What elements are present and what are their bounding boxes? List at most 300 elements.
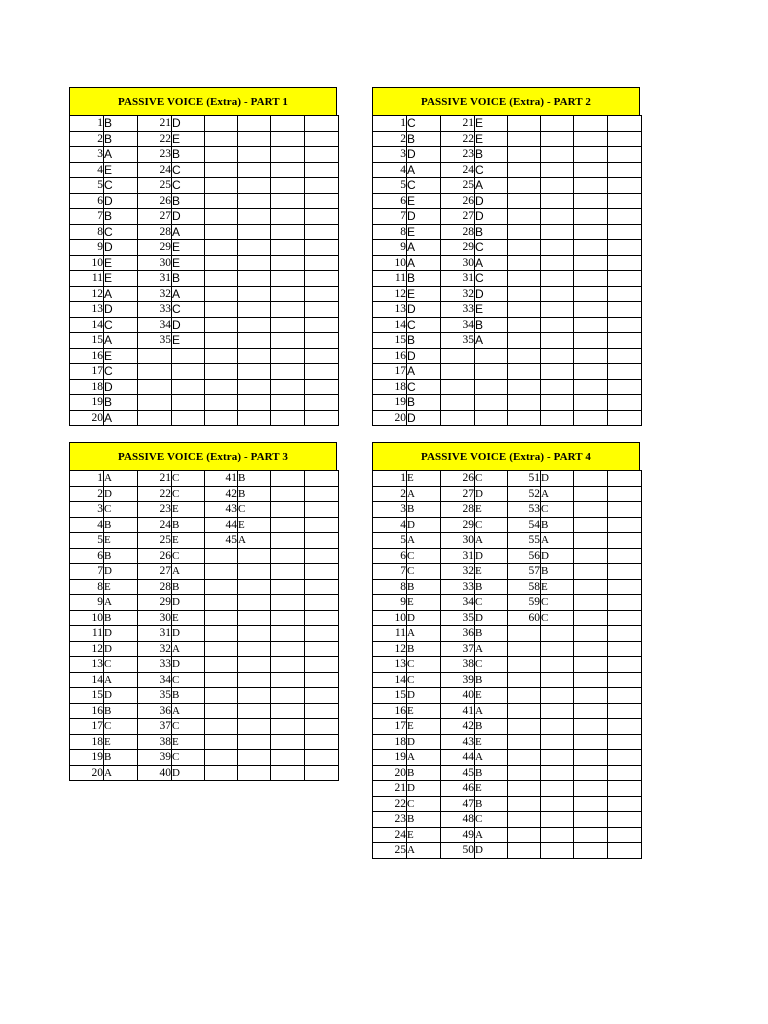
answer-letter: C: [172, 672, 205, 688]
empty-cell: [574, 641, 608, 657]
table-row: [70, 719, 339, 735]
answer-letter: A: [407, 240, 441, 256]
empty-cell: [441, 364, 475, 380]
empty-cell: [238, 564, 271, 580]
table-row: [373, 796, 642, 812]
empty-cell: [541, 750, 574, 766]
answer-letter: C: [172, 548, 205, 564]
question-number: 16: [70, 348, 104, 364]
empty-cell: [508, 827, 541, 843]
empty-cell: [271, 255, 305, 271]
empty-cell: [271, 286, 305, 302]
empty-cell: [238, 364, 271, 380]
empty-cell: [305, 517, 339, 533]
table-row: [373, 147, 642, 163]
table-row: [70, 178, 339, 194]
question-number: 32: [138, 641, 172, 657]
question-number: 25: [373, 843, 407, 859]
empty-cell: [475, 410, 508, 426]
answer-letter: A: [407, 255, 441, 271]
question-number: 29: [138, 240, 172, 256]
question-number: 25: [138, 178, 172, 194]
empty-cell: [238, 333, 271, 349]
question-number: 41: [441, 703, 475, 719]
empty-cell: [508, 781, 541, 797]
table-row: [70, 224, 339, 240]
answer-letter: C: [541, 595, 574, 611]
empty-cell: [608, 116, 642, 132]
answer-letter: C: [172, 750, 205, 766]
empty-cell: [238, 317, 271, 333]
question-number: 57: [508, 564, 541, 580]
question-number: 5: [373, 533, 407, 549]
empty-cell: [205, 240, 238, 256]
question-number: 15: [373, 333, 407, 349]
question-number: 54: [508, 517, 541, 533]
answer-letter: E: [104, 348, 138, 364]
table-row: [373, 471, 642, 487]
question-number: 26: [138, 193, 172, 209]
answer-letter: E: [475, 564, 508, 580]
empty-cell: [205, 703, 238, 719]
empty-cell: [305, 471, 339, 487]
empty-cell: [608, 131, 642, 147]
answer-sheet-part-4: [372, 442, 642, 859]
answer-letter: A: [541, 486, 574, 502]
question-number: 6: [373, 193, 407, 209]
answer-letter: A: [104, 672, 138, 688]
question-number: 3: [373, 502, 407, 518]
empty-cell: [305, 193, 339, 209]
table-row: [70, 517, 339, 533]
question-number: 22: [138, 486, 172, 502]
empty-cell: [238, 548, 271, 564]
empty-cell: [541, 271, 574, 287]
question-number: 51: [508, 471, 541, 487]
empty-cell: [305, 224, 339, 240]
table-row: [70, 471, 339, 487]
empty-cell: [271, 641, 305, 657]
answer-letter: D: [172, 626, 205, 642]
empty-cell: [608, 750, 642, 766]
table-row: [373, 579, 642, 595]
empty-cell: [271, 379, 305, 395]
empty-cell: [271, 317, 305, 333]
question-number: 46: [441, 781, 475, 797]
empty-cell: [541, 317, 574, 333]
table-row: [373, 641, 642, 657]
table-row: [70, 379, 339, 395]
empty-cell: [271, 719, 305, 735]
empty-cell: [574, 626, 608, 642]
answer-letter: A: [407, 750, 441, 766]
answer-letter: A: [475, 255, 508, 271]
question-number: 1: [373, 471, 407, 487]
answer-letter: B: [475, 626, 508, 642]
empty-cell: [205, 116, 238, 132]
answer-letter: B: [541, 517, 574, 533]
empty-cell: [608, 548, 642, 564]
question-number: 15: [70, 688, 104, 704]
table-row: [373, 548, 642, 564]
question-number: 20: [70, 410, 104, 426]
empty-cell: [238, 395, 271, 411]
empty-cell: [271, 765, 305, 781]
empty-cell: [441, 379, 475, 395]
question-number: 27: [138, 209, 172, 225]
empty-cell: [205, 364, 238, 380]
answer-letter: A: [172, 564, 205, 580]
answer-letter: A: [172, 703, 205, 719]
empty-cell: [574, 657, 608, 673]
question-number: 40: [138, 765, 172, 781]
empty-cell: [508, 209, 541, 225]
empty-cell: [508, 193, 541, 209]
question-number: 29: [138, 595, 172, 611]
sheet-title: PASSIVE VOICE (Extra) - PART 4: [372, 442, 640, 471]
empty-cell: [271, 703, 305, 719]
question-number: 55: [508, 533, 541, 549]
table-row: [70, 672, 339, 688]
table-row: [70, 750, 339, 766]
question-number: 23: [373, 812, 407, 828]
empty-cell: [205, 765, 238, 781]
empty-cell: [271, 178, 305, 194]
empty-cell: [574, 610, 608, 626]
question-number: 41: [205, 471, 238, 487]
empty-cell: [541, 147, 574, 163]
answer-letter: E: [104, 271, 138, 287]
empty-cell: [271, 564, 305, 580]
empty-cell: [608, 796, 642, 812]
empty-cell: [508, 410, 541, 426]
table-row: [373, 333, 642, 349]
answer-letter: B: [104, 395, 138, 411]
empty-cell: [574, 548, 608, 564]
question-number: 14: [373, 672, 407, 688]
empty-cell: [305, 209, 339, 225]
answer-letter: B: [104, 131, 138, 147]
empty-cell: [508, 364, 541, 380]
empty-cell: [238, 610, 271, 626]
table-row: [70, 193, 339, 209]
question-number: 60: [508, 610, 541, 626]
empty-cell: [574, 796, 608, 812]
empty-cell: [608, 688, 642, 704]
empty-cell: [574, 302, 608, 318]
empty-cell: [608, 471, 642, 487]
question-number: 43: [205, 502, 238, 518]
empty-cell: [608, 240, 642, 256]
answer-grid: [372, 470, 642, 859]
answer-letter: E: [475, 131, 508, 147]
empty-cell: [305, 641, 339, 657]
answer-letter: B: [104, 750, 138, 766]
question-number: 2: [70, 486, 104, 502]
empty-cell: [172, 410, 205, 426]
question-number: 12: [373, 286, 407, 302]
empty-cell: [574, 317, 608, 333]
empty-cell: [271, 471, 305, 487]
answer-letter: C: [172, 471, 205, 487]
answer-letter: A: [104, 765, 138, 781]
answer-letter: C: [475, 471, 508, 487]
empty-cell: [238, 286, 271, 302]
empty-cell: [574, 595, 608, 611]
question-number: 59: [508, 595, 541, 611]
question-number: 14: [70, 317, 104, 333]
answer-letter: D: [407, 734, 441, 750]
empty-cell: [541, 209, 574, 225]
empty-cell: [205, 302, 238, 318]
question-number: 9: [373, 595, 407, 611]
empty-cell: [238, 224, 271, 240]
empty-cell: [205, 548, 238, 564]
question-number: 23: [138, 502, 172, 518]
empty-cell: [541, 657, 574, 673]
answer-letter: D: [407, 209, 441, 225]
answer-letter: E: [104, 579, 138, 595]
empty-cell: [305, 579, 339, 595]
empty-cell: [574, 486, 608, 502]
empty-cell: [271, 579, 305, 595]
question-number: 38: [441, 657, 475, 673]
table-row: [70, 657, 339, 673]
question-number: 25: [441, 178, 475, 194]
answer-letter: A: [475, 750, 508, 766]
empty-cell: [238, 209, 271, 225]
question-number: 10: [373, 610, 407, 626]
empty-cell: [238, 579, 271, 595]
question-number: 8: [70, 224, 104, 240]
answer-letter: C: [104, 502, 138, 518]
table-row: [373, 502, 642, 518]
empty-cell: [574, 579, 608, 595]
answer-letter: E: [172, 734, 205, 750]
answer-letter: B: [172, 271, 205, 287]
answer-letter: E: [407, 471, 441, 487]
answer-letter: E: [172, 255, 205, 271]
empty-cell: [238, 672, 271, 688]
empty-cell: [574, 502, 608, 518]
empty-cell: [574, 286, 608, 302]
answer-letter: E: [172, 610, 205, 626]
answer-letter: A: [238, 533, 271, 549]
empty-cell: [541, 286, 574, 302]
empty-cell: [271, 486, 305, 502]
question-number: 16: [373, 348, 407, 364]
question-number: 37: [138, 719, 172, 735]
empty-cell: [271, 395, 305, 411]
empty-cell: [238, 348, 271, 364]
empty-cell: [508, 271, 541, 287]
question-number: 22: [138, 131, 172, 147]
answer-letter: A: [407, 364, 441, 380]
empty-cell: [508, 286, 541, 302]
empty-cell: [574, 410, 608, 426]
empty-cell: [608, 672, 642, 688]
empty-cell: [608, 302, 642, 318]
empty-cell: [508, 395, 541, 411]
question-number: 21: [373, 781, 407, 797]
answer-letter: D: [475, 548, 508, 564]
empty-cell: [305, 564, 339, 580]
table-row: [373, 240, 642, 256]
empty-cell: [508, 812, 541, 828]
empty-cell: [238, 379, 271, 395]
empty-cell: [608, 193, 642, 209]
table-row: [373, 255, 642, 271]
question-number: 24: [138, 517, 172, 533]
answer-letter: B: [172, 517, 205, 533]
empty-cell: [574, 224, 608, 240]
empty-cell: [205, 672, 238, 688]
answer-letter: C: [104, 317, 138, 333]
question-number: 39: [138, 750, 172, 766]
question-number: 11: [373, 271, 407, 287]
answer-letter: D: [104, 564, 138, 580]
question-number: 20: [373, 410, 407, 426]
empty-cell: [271, 147, 305, 163]
answer-letter: D: [475, 286, 508, 302]
empty-cell: [238, 688, 271, 704]
empty-cell: [205, 224, 238, 240]
table-row: [373, 517, 642, 533]
empty-cell: [305, 750, 339, 766]
empty-cell: [305, 364, 339, 380]
question-number: 38: [138, 734, 172, 750]
empty-cell: [271, 193, 305, 209]
empty-cell: [574, 688, 608, 704]
empty-cell: [574, 178, 608, 194]
table-row: [70, 564, 339, 580]
table-row: [373, 302, 642, 318]
empty-cell: [271, 271, 305, 287]
empty-cell: [238, 750, 271, 766]
answer-letter: A: [104, 471, 138, 487]
empty-cell: [574, 240, 608, 256]
answer-letter: E: [407, 193, 441, 209]
question-number: 7: [373, 209, 407, 225]
answer-letter: A: [475, 333, 508, 349]
empty-cell: [574, 271, 608, 287]
empty-cell: [608, 348, 642, 364]
answer-letter: C: [475, 812, 508, 828]
answer-letter: B: [475, 796, 508, 812]
answer-letter: C: [172, 719, 205, 735]
question-number: 32: [441, 286, 475, 302]
empty-cell: [205, 286, 238, 302]
empty-cell: [608, 843, 642, 859]
answer-letter: B: [407, 812, 441, 828]
question-number: 2: [373, 486, 407, 502]
empty-cell: [508, 657, 541, 673]
answer-letter: C: [407, 116, 441, 132]
empty-cell: [238, 255, 271, 271]
empty-cell: [541, 348, 574, 364]
answer-letter: D: [172, 116, 205, 132]
empty-cell: [541, 812, 574, 828]
question-number: 3: [70, 147, 104, 163]
question-number: 5: [70, 533, 104, 549]
empty-cell: [508, 116, 541, 132]
empty-cell: [541, 302, 574, 318]
empty-cell: [271, 750, 305, 766]
question-number: 11: [70, 271, 104, 287]
question-number: 42: [205, 486, 238, 502]
empty-cell: [508, 348, 541, 364]
table-row: [373, 395, 642, 411]
question-number: 8: [70, 579, 104, 595]
empty-cell: [608, 827, 642, 843]
empty-cell: [508, 255, 541, 271]
empty-cell: [508, 765, 541, 781]
empty-cell: [541, 843, 574, 859]
question-number: 10: [373, 255, 407, 271]
empty-cell: [172, 379, 205, 395]
answer-letter: D: [475, 193, 508, 209]
empty-cell: [271, 657, 305, 673]
table-row: [373, 209, 642, 225]
empty-cell: [205, 657, 238, 673]
question-number: 31: [138, 271, 172, 287]
question-number: 26: [441, 471, 475, 487]
question-number: 20: [373, 765, 407, 781]
empty-cell: [441, 395, 475, 411]
empty-cell: [574, 333, 608, 349]
answer-letter: B: [104, 610, 138, 626]
empty-cell: [305, 765, 339, 781]
answer-letter: C: [407, 672, 441, 688]
question-number: 15: [373, 688, 407, 704]
question-number: 18: [70, 734, 104, 750]
answer-letter: B: [104, 517, 138, 533]
question-number: 1: [373, 116, 407, 132]
answer-letter: B: [475, 147, 508, 163]
question-number: 30: [138, 255, 172, 271]
empty-cell: [574, 533, 608, 549]
question-number: 8: [373, 579, 407, 595]
answer-letter: D: [104, 302, 138, 318]
answer-letter: E: [475, 781, 508, 797]
answer-letter: D: [407, 410, 441, 426]
empty-cell: [608, 271, 642, 287]
table-row: [373, 843, 642, 859]
empty-cell: [508, 240, 541, 256]
empty-cell: [238, 193, 271, 209]
question-number: 18: [70, 379, 104, 395]
empty-cell: [271, 348, 305, 364]
empty-cell: [574, 564, 608, 580]
table-row: [373, 271, 642, 287]
question-number: 48: [441, 812, 475, 828]
empty-cell: [271, 209, 305, 225]
empty-cell: [608, 486, 642, 502]
empty-cell: [305, 688, 339, 704]
question-number: 10: [70, 255, 104, 271]
answer-letter: A: [541, 533, 574, 549]
question-number: 28: [441, 224, 475, 240]
answer-letter: C: [407, 379, 441, 395]
empty-cell: [271, 672, 305, 688]
question-number: 5: [373, 178, 407, 194]
empty-cell: [138, 379, 172, 395]
question-number: 19: [373, 750, 407, 766]
table-row: [373, 734, 642, 750]
empty-cell: [238, 162, 271, 178]
question-number: 37: [441, 641, 475, 657]
table-row: [373, 317, 642, 333]
